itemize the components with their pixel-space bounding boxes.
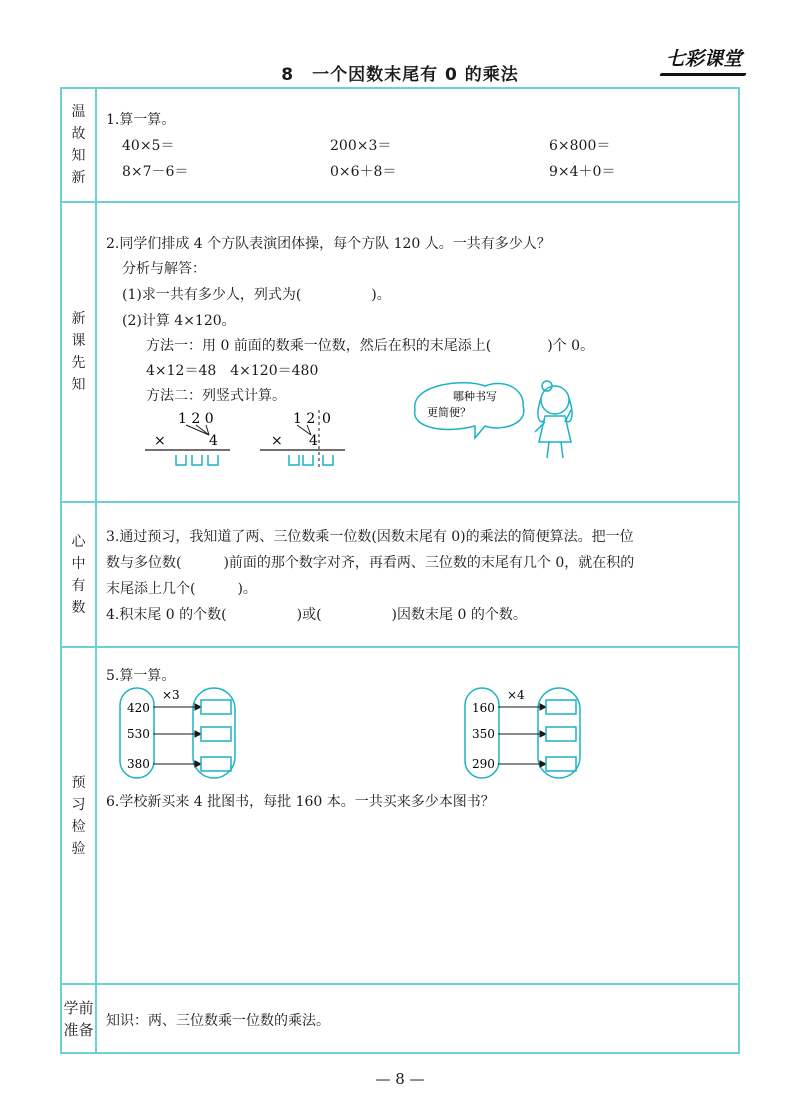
label-char: 温 xyxy=(71,104,86,120)
q1-item: 8×7－6＝ xyxy=(122,164,189,180)
calc-map-left xyxy=(115,685,250,782)
section-label-review xyxy=(62,89,95,201)
vertical-bottom: 4 xyxy=(209,433,218,449)
girl-leg xyxy=(547,442,549,458)
vertical-top: 1 2 xyxy=(293,411,316,427)
q1-item: 0×6＋8＝ xyxy=(330,164,397,180)
label-char: 新 xyxy=(71,170,86,186)
input-number: 380 xyxy=(127,757,150,771)
input-number: 290 xyxy=(472,757,495,771)
thinking-girl-illustration xyxy=(405,376,590,471)
section-label-prep xyxy=(62,985,95,1052)
q2-stem: 2.同学们排成 4 个方队表演团体操，每个方队 120 人。一共有多少人？ xyxy=(106,236,551,252)
row-divider xyxy=(60,501,740,503)
vertical-top-zero: 0 xyxy=(322,411,331,427)
input-number: 530 xyxy=(127,727,150,741)
label-char: 检 xyxy=(71,818,86,835)
label-char: 验 xyxy=(71,840,86,857)
page-number: — 8 — xyxy=(375,1070,425,1088)
q3-line3: 末尾添上几个( )。 xyxy=(106,581,257,597)
section-label-think xyxy=(62,503,95,646)
vertical-top: 1 2 0 xyxy=(178,411,214,427)
girl-leg xyxy=(561,442,563,458)
q2-method1-calc: 4×12＝48 4×120＝480 xyxy=(146,363,319,379)
label-char: 先 xyxy=(71,355,86,371)
label-char: 准备 xyxy=(63,1020,94,1039)
operation-label: ×4 xyxy=(507,688,525,702)
girl-arm xyxy=(535,422,545,432)
calc-map-right xyxy=(460,685,595,782)
vertical-calc-1 xyxy=(140,405,240,470)
label-char: 故 xyxy=(71,126,86,142)
label-char: 中 xyxy=(71,555,86,572)
q1-item: 9×4＋0＝ xyxy=(549,164,616,180)
input-number: 160 xyxy=(472,701,495,715)
q2-method2: 方法二：列竖式计算。 xyxy=(146,388,286,404)
operation-label: ×3 xyxy=(162,688,180,702)
section-label-check xyxy=(62,648,95,983)
label-char: 学前 xyxy=(63,998,94,1017)
mapping-arrows xyxy=(153,704,201,767)
answer-boxes xyxy=(289,455,333,465)
vertical-bottom: 4 xyxy=(309,433,318,449)
brand-underline xyxy=(659,73,746,76)
prep-text: 知识：两、三位数乘一位数的乘法。 xyxy=(106,1013,330,1029)
row-divider xyxy=(60,646,740,648)
label-column-divider xyxy=(95,87,97,1054)
answer-boxes xyxy=(176,455,218,465)
input-number: 420 xyxy=(127,701,150,715)
q2-step1: (1)求一共有多少人，列式为( )。 xyxy=(122,287,391,303)
bubble-line: 哪种书写 xyxy=(453,390,497,403)
label-char: 新 xyxy=(71,311,86,327)
page-title: 8 一个因数末尾有 0 的乘法 xyxy=(281,65,519,85)
q2-step2: (2)计算 4×120。 xyxy=(122,313,236,329)
vertical-calc-2 xyxy=(255,405,355,470)
label-char: 数 xyxy=(71,599,86,616)
mapping-arrows xyxy=(498,704,546,767)
input-number: 350 xyxy=(472,727,495,741)
times-sign: × xyxy=(271,433,283,449)
label-char: 心 xyxy=(71,533,86,550)
q2-method1: 方法一：用 0 前面的数乘一位数，然后在积的末尾添上( )个 0。 xyxy=(146,338,595,354)
label-char: 知 xyxy=(71,148,86,164)
label-char: 有 xyxy=(71,577,86,594)
q2-analysis: 分析与解答： xyxy=(122,261,206,277)
girl-figure xyxy=(535,381,572,458)
q6-text: 6.学校新买来 4 批图书，每批 160 本。一共买来多少本图书？ xyxy=(106,794,495,810)
q3-line2: 数与多位数( )前面的那个数字对齐，再看两、三位数的末尾有几个 0，就在积的 xyxy=(106,555,635,571)
brand-text: 七彩课堂 xyxy=(665,48,742,70)
label-char: 习 xyxy=(71,796,86,813)
label-char: 预 xyxy=(71,774,86,791)
brand-logo xyxy=(666,44,742,71)
q1-title: 1.算一算。 xyxy=(106,112,176,128)
row-divider xyxy=(60,201,740,203)
row-divider xyxy=(60,983,740,985)
label-char: 课 xyxy=(71,333,86,349)
q5-title: 5.算一算。 xyxy=(106,668,176,684)
q3-line1: 3.通过预习，我知道了两、三位数乘一位数(因数末尾有 0)的乘法的简便算法。把一位 xyxy=(106,529,634,545)
q4-text: 4.积末尾 0 的个数( )或( )因数末尾 0 的个数。 xyxy=(106,607,527,623)
q1-item: 40×5＝ xyxy=(122,138,175,154)
q1-item: 6×800＝ xyxy=(549,138,611,154)
label-char: 知 xyxy=(71,377,86,393)
section-label-new xyxy=(62,203,95,501)
q1-item: 200×3＝ xyxy=(330,138,392,154)
answer-boxes xyxy=(546,700,576,771)
answer-boxes xyxy=(201,700,231,771)
bubble-line: 更简便？ xyxy=(427,406,471,419)
times-sign: × xyxy=(154,433,166,449)
